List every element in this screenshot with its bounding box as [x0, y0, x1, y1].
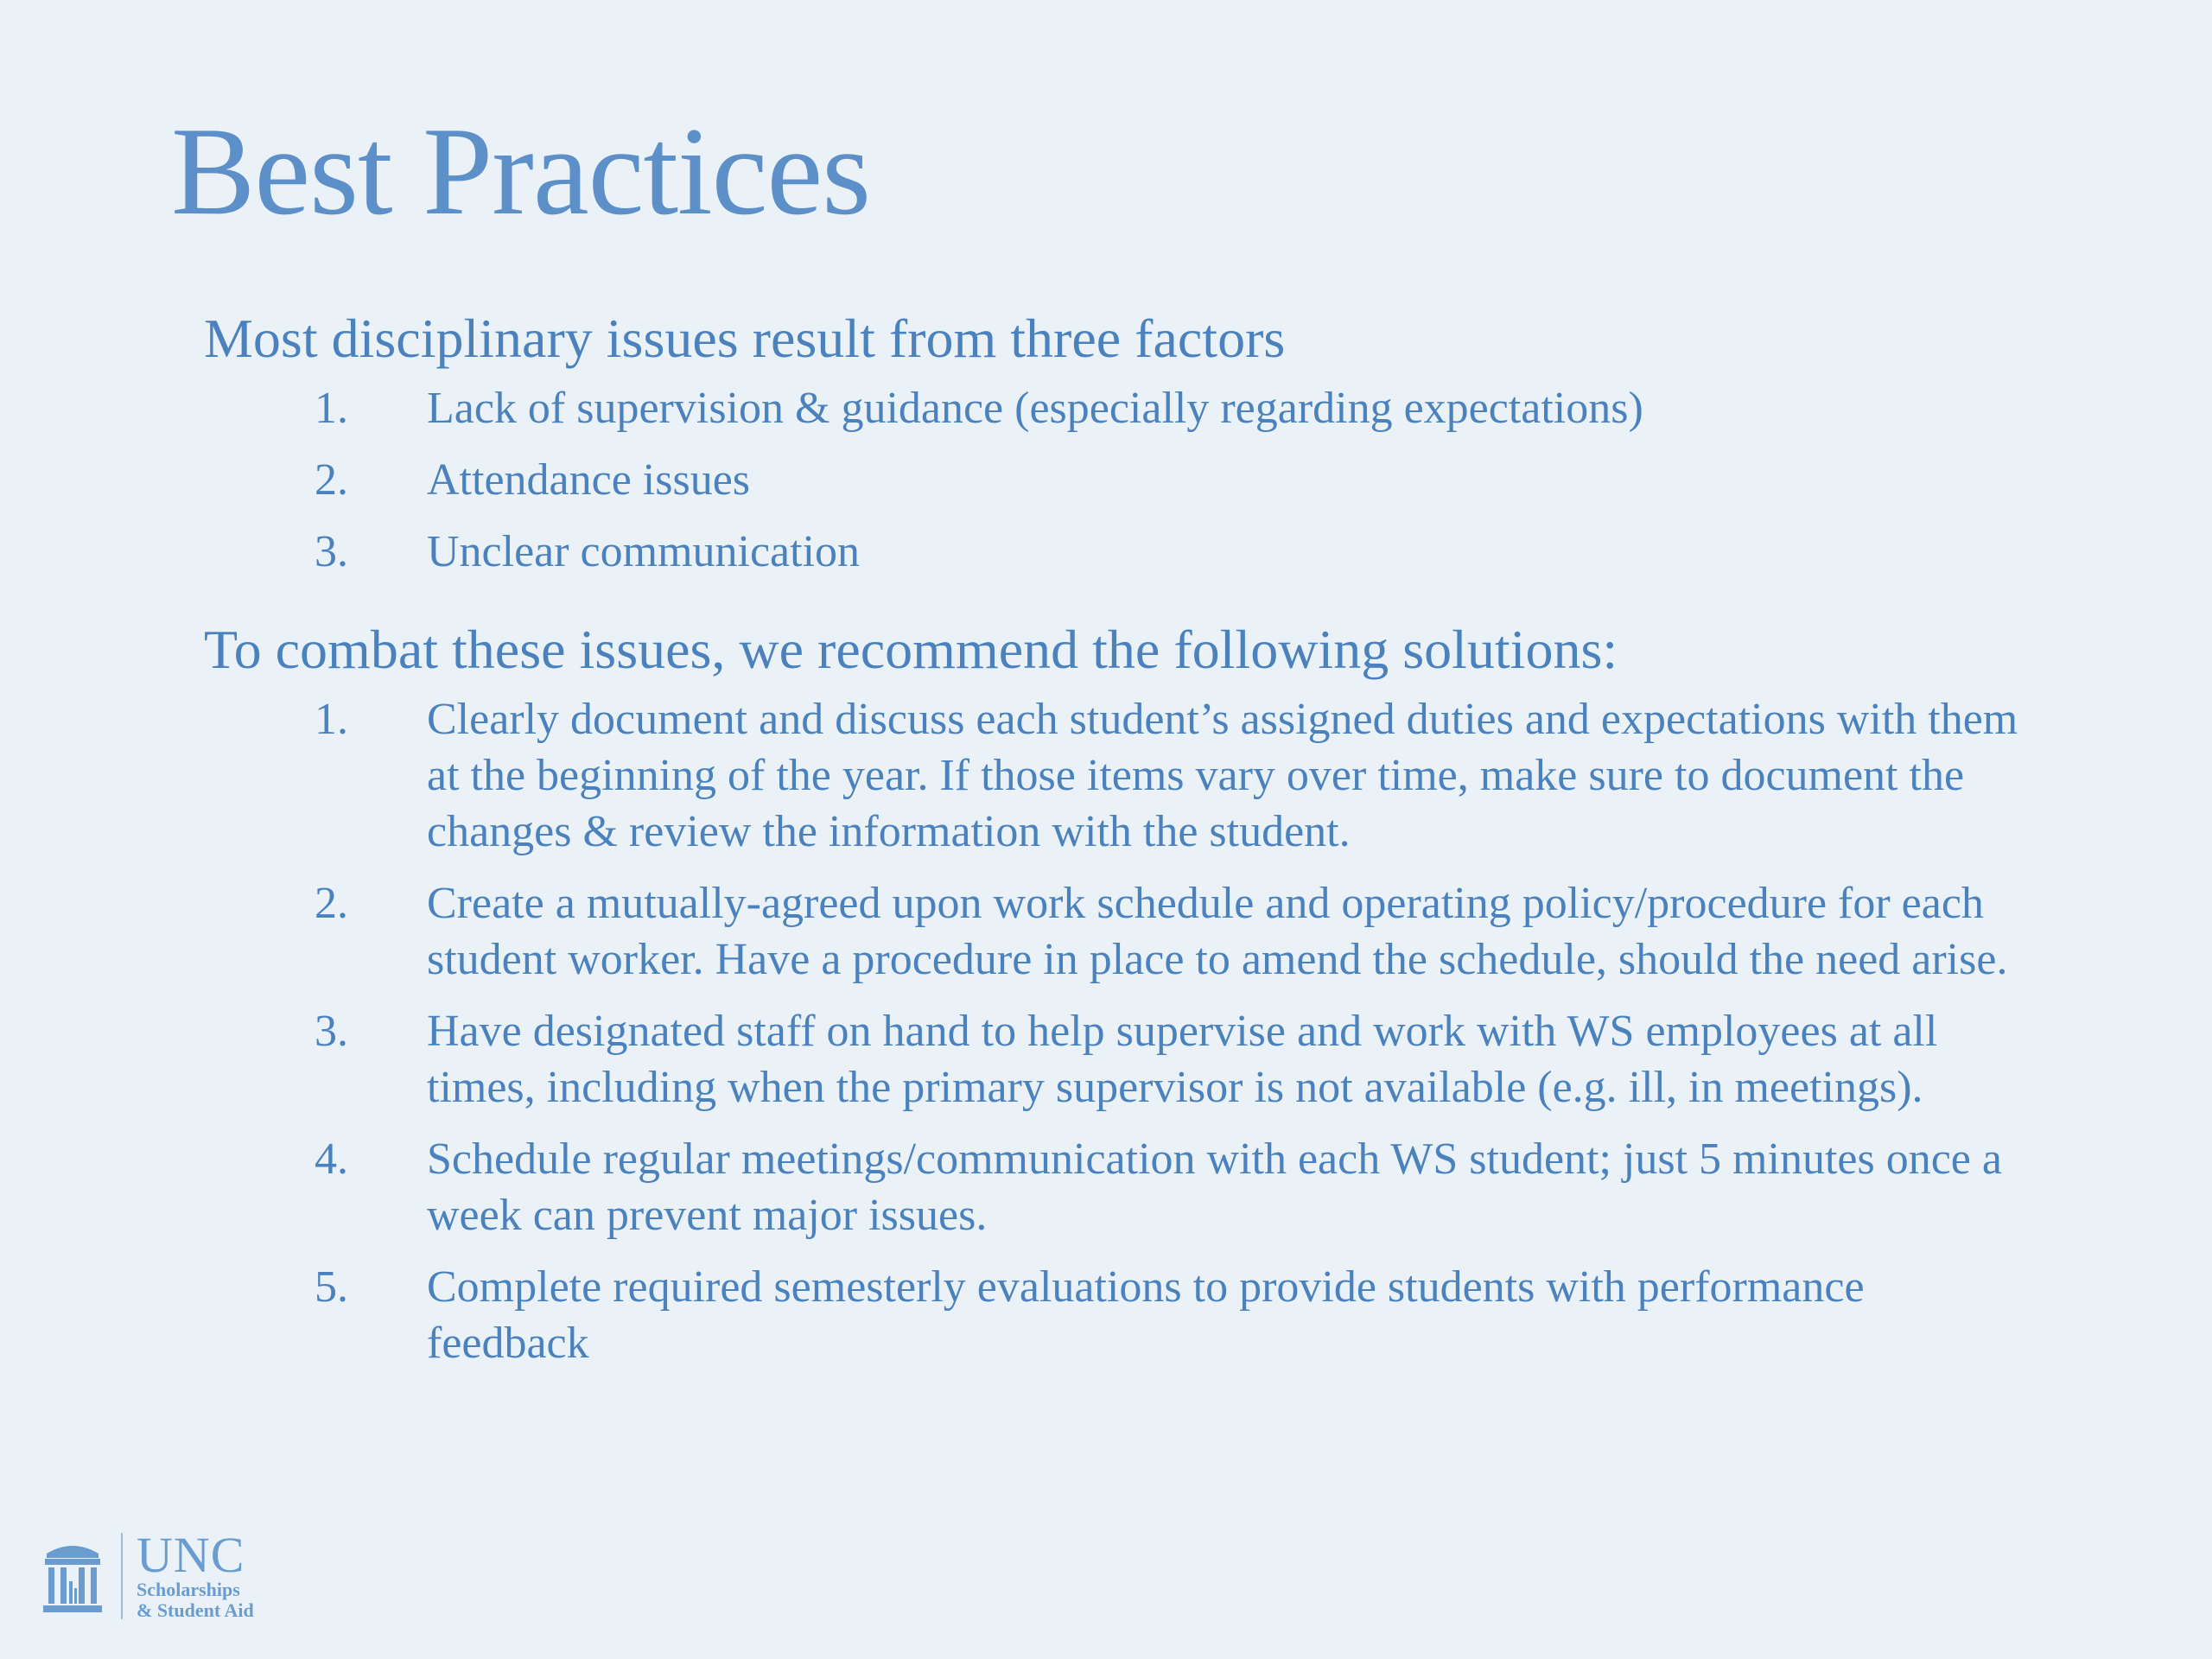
unc-logo — [41, 1527, 254, 1621]
logo-unc: UNC — [137, 1527, 245, 1583]
list-item-text: Attendance issues — [427, 455, 751, 505]
logo-subtitle-line1: Scholarships — [137, 1579, 240, 1600]
list-item-text: Have designated staff on hand to help supervise and work with WS employees at all times, including when the primary supervisor is not available (e.g. ill, in meetings). — [427, 1007, 1938, 1112]
logo-subtitle-line2: & Student Aid — [137, 1599, 254, 1621]
old-well-icon — [41, 1535, 104, 1618]
list-item-number: 3. — [315, 527, 348, 576]
factors-list — [204, 380, 2062, 580]
list-item — [204, 1003, 2036, 1116]
list-item — [204, 452, 2062, 508]
list-item — [204, 1259, 2036, 1371]
list-item-number: 2. — [315, 455, 348, 505]
list-item — [204, 691, 2036, 860]
factors-section — [204, 304, 2062, 595]
list-item-text: Lack of supervision & guidance (especially regarding expectations) — [427, 384, 1643, 433]
list-item-text: Complete required semesterly evaluations to provide students with performance feedback — [427, 1262, 1865, 1368]
solutions-section — [204, 615, 2062, 1387]
list-item-number: 4. — [315, 1135, 348, 1184]
list-item-text: Clearly document and discuss each student’s assigned duties and expectations with them at the beginning of the year. If those items vary over time, make sure to document the changes & review the information with the student. — [427, 695, 2018, 856]
slide-title: Best Practices — [171, 101, 871, 241]
logo-divider — [121, 1533, 123, 1619]
list-item — [204, 524, 2062, 580]
list-item — [204, 875, 2036, 988]
list-item-text: Schedule regular meetings/communication with each WS student; just 5 minutes once a week can prevent major issues. — [427, 1135, 2002, 1240]
list-item-number: 5. — [315, 1262, 348, 1312]
list-item-number: 1. — [315, 384, 348, 433]
factors-heading: Most disciplinary issues result from three factors — [204, 308, 1286, 369]
list-item-number: 2. — [315, 879, 348, 928]
list-item — [204, 1131, 2036, 1243]
list-item — [204, 380, 2062, 436]
list-item-text: Unclear communication — [427, 527, 861, 576]
list-item-text: Create a mutually-agreed upon work schedule and operating policy/procedure for each student worker. Have a procedure in place to amend the schedule, should the need arise. — [427, 879, 2008, 984]
solutions-list — [204, 691, 2062, 1371]
list-item-number: 3. — [315, 1007, 348, 1056]
solutions-heading: To combat these issues, we recommend the following solutions: — [204, 619, 1618, 680]
list-item-number: 1. — [315, 695, 348, 744]
logo-text — [137, 1527, 254, 1621]
